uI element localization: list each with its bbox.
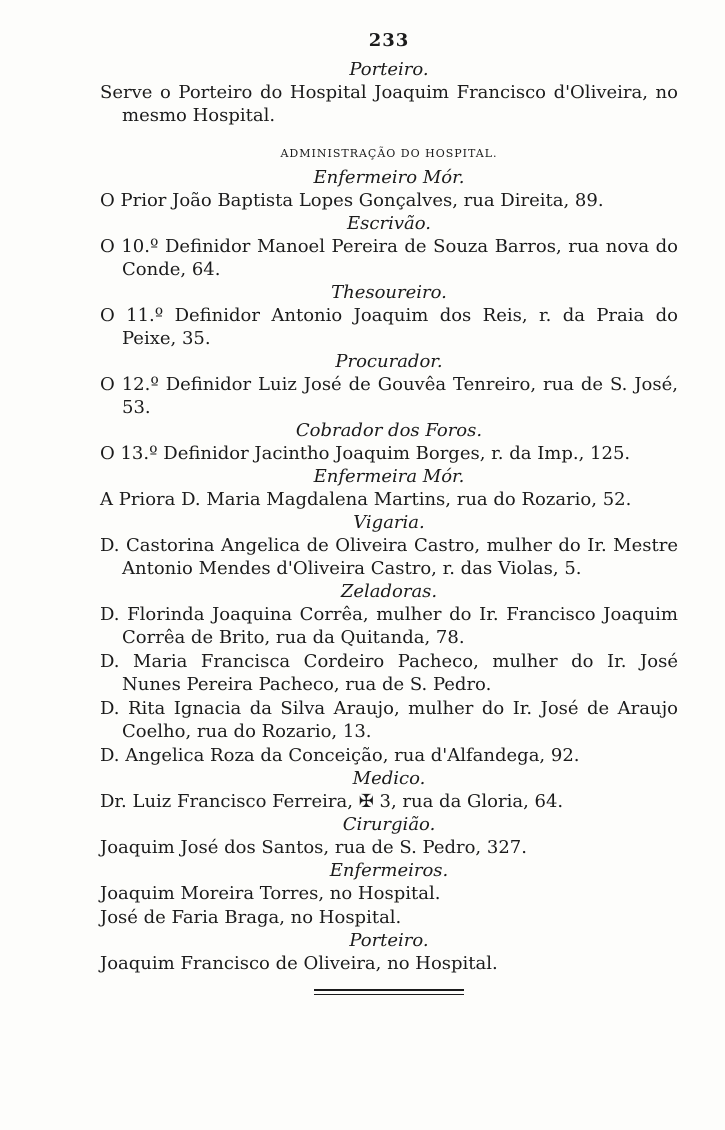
page-number: 233 xyxy=(368,30,410,51)
section-heading: Medico. xyxy=(352,768,426,789)
entry: D. Rita Ignacia da Silva Araujo, mulher do Ir. José de Araujo Coelho, rua do Rozario, 13. xyxy=(100,698,678,742)
entry: Joaquim Francisco de Oliveira, no Hospital. xyxy=(100,953,498,974)
section-heading: Enfermeira Mór. xyxy=(313,466,465,487)
entry: O 13.º Definidor Jacintho Joaquim Borges, r. da Imp., 125. xyxy=(100,443,631,464)
entry: A Priora D. Maria Magdalena Martins, rua do Rozario, 52. xyxy=(100,489,632,510)
entry: D. Castorina Angelica de Oliveira Castro, mulher do Ir. Mestre Antonio Mendes d'Oliveira Castro, r. das Violas, 5. xyxy=(100,535,678,579)
section-heading: Enfermeiros. xyxy=(329,860,449,881)
entry: Joaquim Moreira Torres, no Hospital. xyxy=(100,883,441,904)
entry: Dr. Luiz Francisco Ferreira, ✠ 3, rua da Gloria, 64. xyxy=(100,791,564,812)
entry: Serve o Porteiro do Hospital Joaquim Francisco d'Oliveira, no mesmo Hospital. xyxy=(100,82,678,126)
administration-heading: ADMINISTRAÇÃO DO HOSPITAL. xyxy=(280,147,498,160)
entry: Joaquim José dos Santos, rua de S. Pedro, 327. xyxy=(100,837,527,858)
section-heading: Thesoureiro. xyxy=(331,282,447,303)
section-heading: Cirurgião. xyxy=(342,814,436,835)
entry: O 11.º Definidor Antonio Joaquim dos Reis, r. da Praia do Peixe, 35. xyxy=(100,305,678,349)
entry: D. Angelica Roza da Conceição, rua d'Alfandega, 92. xyxy=(100,745,580,766)
section-heading: Procurador. xyxy=(335,351,443,372)
section-heading: Porteiro. xyxy=(349,59,429,80)
entry: O 12.º Definidor Luiz José de Gouvêa Tenreiro, rua de S. José, 53. xyxy=(100,374,678,418)
section-heading: Zeladoras. xyxy=(340,581,438,602)
section-heading: Vigaria. xyxy=(353,512,425,533)
section-heading: Enfermeiro Mór. xyxy=(313,167,465,188)
section-heading: Porteiro. xyxy=(349,930,429,951)
entry: José de Faria Braga, no Hospital. xyxy=(100,907,402,928)
document-page xyxy=(100,30,678,995)
section-heading: Escrivão. xyxy=(347,213,431,234)
entry: D. Maria Francisca Cordeiro Pacheco, mulher do Ir. José Nunes Pereira Pacheco, rua de S. Pedro. xyxy=(100,651,678,695)
closing-rule xyxy=(314,989,464,995)
entry: O 10.º Definidor Manoel Pereira de Souza Barros, rua nova do Conde, 64. xyxy=(100,236,678,280)
section-heading: Cobrador dos Foros. xyxy=(295,420,483,441)
entry: O Prior João Baptista Lopes Gonçalves, rua Direita, 89. xyxy=(100,190,604,211)
entry: D. Florinda Joaquina Corrêa, mulher do Ir. Francisco Joaquim Corrêa de Brito, rua da Quitanda, 78. xyxy=(100,604,678,648)
